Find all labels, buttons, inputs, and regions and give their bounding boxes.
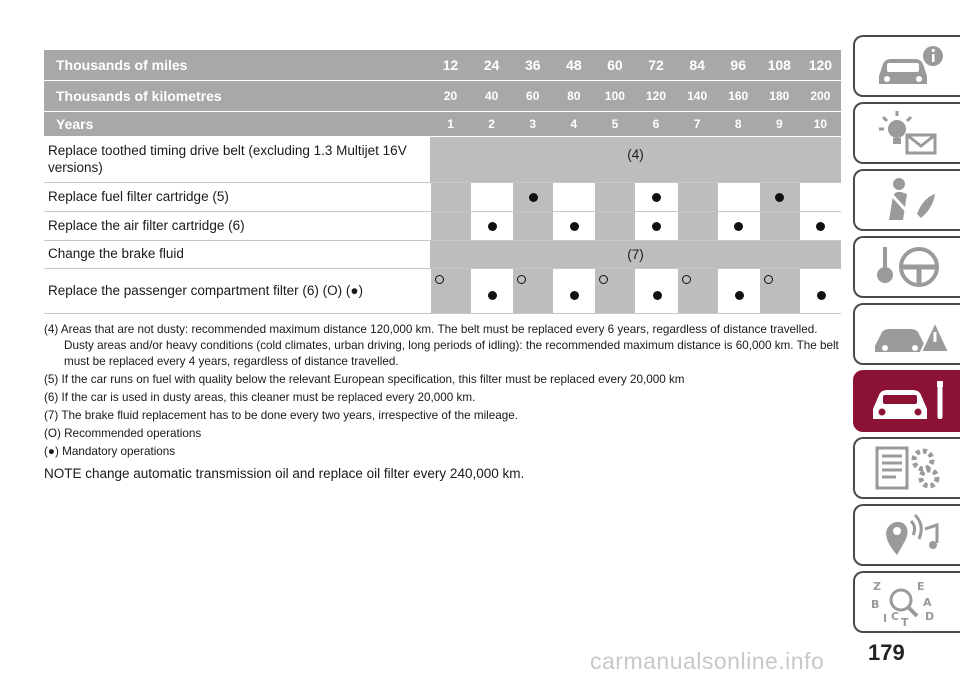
header-label-years: Years [56,116,94,132]
schedule-cell [636,269,676,313]
steering-key-icon [863,241,953,293]
span-cell: (4) [430,137,841,182]
header-cell-years: 6 [652,117,660,131]
schedule-cell [472,212,512,240]
svg-text:B: B [870,598,879,611]
row-label: Replace toothed timing drive belt (excluding 1.3 Multijet 16V versions) [48,143,407,175]
schedule-cell [801,269,841,313]
table-row [44,269,841,314]
row-label: Replace fuel filter cartridge (5) [48,188,229,204]
header-cell-miles: 36 [524,57,541,73]
mandatory-mark [735,291,744,300]
header-cell-miles: 72 [648,57,664,73]
header-cell-km: 180 [769,89,790,103]
recommended-mark [517,275,526,284]
schedule-cell [554,212,594,240]
table-row [44,183,841,212]
footnote: (7) The brake fluid replacement has to be done every two years, irrespective of the mileage. [44,409,519,422]
svg-text:Z: Z [872,580,881,593]
mandatory-mark [653,291,662,300]
header-cell-km: 80 [567,89,581,103]
header-cell-years: 5 [611,117,619,131]
header-cell-km: 40 [484,89,499,103]
car-info-icon [863,40,953,92]
header-row-km [44,81,841,111]
footnote: (O) Recommended operations [44,427,202,440]
footnote: (●) Mandatory operations [44,445,176,458]
alphabetical-index-icon [863,576,953,628]
tab-index[interactable] [853,571,960,633]
header-row-miles [44,50,841,80]
header-cell-years: 7 [693,117,701,131]
row-label: Replace the air filter cartridge (6) [48,217,245,233]
schedule-cell [760,212,800,240]
schedule-cell [472,269,512,313]
tab-car-info[interactable] [853,35,960,97]
car-maintenance-icon [863,375,953,427]
header-cell-years: 9 [775,117,783,131]
schedule-cell [678,269,718,313]
tab-emergency[interactable] [853,303,960,365]
svg-text:C: C [890,610,899,623]
mandatory-mark [817,291,826,300]
header-cell-miles: 108 [767,57,791,73]
schedule-cell [513,212,553,240]
mandatory-mark [529,193,538,202]
svg-text:I: I [882,612,887,625]
schedule-cell [719,212,759,240]
header-cell-years: 4 [570,117,578,131]
header-cell-miles: 48 [566,57,582,73]
header-cell-miles: 84 [689,57,705,73]
header-cell-years: 1 [447,117,454,131]
recommended-mark [599,275,608,284]
mandatory-mark [734,222,743,231]
schedule-cell [636,183,676,211]
header-cell-km: 120 [646,89,667,103]
footnote: (4) Areas that are not dusty: recommended maximum distance 120,000 km. The belt must be replaced every 6 years, regardless of distance travelled. Dusty areas and/or heavy conditions (cold climates, urban driving, long periods of idling): the recommended maximum distance is 60,000 km. The belt must be replaced every 4 years, regardless of distance travelled. [44,323,839,368]
mandatory-mark [816,222,825,231]
mandatory-mark [570,222,579,231]
schedule-cell [760,269,800,313]
table-row [44,241,841,269]
schedule-cell [719,269,759,313]
mandatory-mark [652,193,661,202]
footnote: (6) If the car is used in dusty areas, this cleaner must be replaced every 20,000 km. [44,391,476,404]
svg-text:A: A [922,596,932,609]
schedule-cell [513,269,553,313]
tab-multimedia[interactable] [853,504,960,566]
schedule-cell [801,183,841,211]
schedule-cell [554,183,594,211]
schedule-cell [595,183,635,211]
schedule-cell [431,269,471,313]
tab-safety[interactable] [853,169,960,231]
header-cell-miles: 24 [483,57,500,73]
svg-text:D: D [924,610,934,623]
footnote: (5) If the car runs on fuel with quality below the relevant European specification, this filter must be replaced every 20,000 km [44,373,685,386]
schedule-cell [678,183,718,211]
mandatory-mark [775,193,784,202]
header-cell-miles: 60 [607,57,623,73]
mandatory-mark [652,222,661,231]
header-cell-years: 2 [488,117,495,131]
recommended-mark [764,275,773,284]
schedule-cell [554,269,594,313]
header-label-km: Thousands of kilometres [56,88,222,104]
row-label: Change the brake fluid [48,246,184,262]
schedule-cell [431,183,471,211]
schedule-cell [801,212,841,240]
tab-warning-lights[interactable] [853,102,960,164]
header-cell-km: 140 [687,89,708,103]
mandatory-mark [570,291,579,300]
span-cell: (7) [430,241,841,268]
schedule-cell [431,212,471,240]
page-number: 179 [868,640,905,665]
header-label-miles: Thousands of miles [56,57,188,73]
header-cell-km: 60 [526,89,540,103]
svg-text:T: T [900,616,909,628]
technical-data-icon [863,442,953,494]
car-breakdown-icon [863,308,953,360]
table-row [44,137,841,183]
header-cell-km: 160 [728,89,749,103]
schedule-cell [472,183,512,211]
header-cell-years: 8 [734,117,742,131]
footnotes [44,322,844,482]
header-row-years [44,112,841,136]
watermark: carmanualsonline.info [590,648,825,674]
warning-lights-icon [863,107,953,159]
schedule-cell [595,269,635,313]
tab-technical-data[interactable] [853,437,960,499]
schedule-cell [636,212,676,240]
header-cell-km: 200 [810,89,831,103]
mandatory-mark [488,291,497,300]
schedule-cell [760,183,800,211]
header-cell-km: 20 [443,89,458,103]
schedule-cell [595,212,635,240]
schedule-cell [513,183,553,211]
mandatory-mark [488,222,497,231]
recommended-mark [435,275,444,284]
row-label: Replace the passenger compartment filter (6) (O) (●) [48,282,364,298]
header-cell-years: 3 [529,117,537,131]
tab-maintenance[interactable] [853,370,960,432]
header-cell-years: 10 [813,117,828,131]
safety-belt-icon [863,174,953,226]
header-cell-miles: 120 [808,57,833,73]
svg-text:E: E [916,580,925,593]
header-cell-miles: 96 [730,57,746,73]
final-note: NOTE change automatic transmission oil and replace oil filter every 240,000 km. [44,466,525,481]
maintenance-schedule-table [44,50,841,314]
header-cell-km: 100 [604,89,625,103]
schedule-cell [678,212,718,240]
tab-starting-driving[interactable] [853,236,960,298]
schedule-cell [719,183,759,211]
header-cell-miles: 12 [442,57,459,73]
multimedia-icon [863,509,953,561]
table-row [44,212,841,241]
recommended-mark [682,275,691,284]
